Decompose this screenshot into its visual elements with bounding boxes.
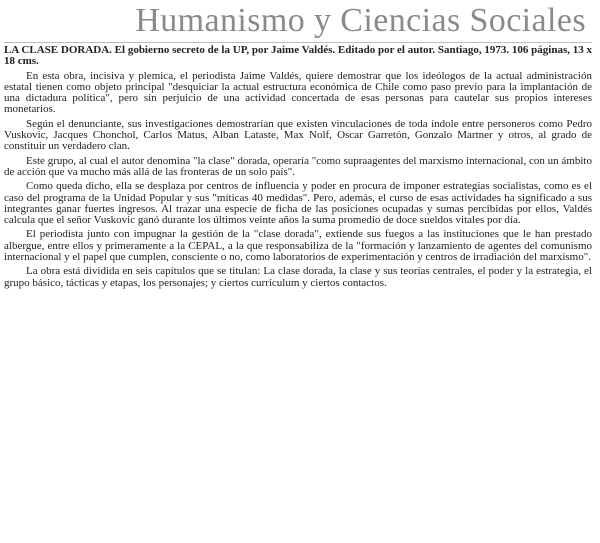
heading-divider <box>4 42 592 43</box>
section-heading: Humanismo y Ciencias Sociales <box>135 2 586 39</box>
review-paragraph-6: La obra está dividida en seis capítulos que se titulan: La clase dorada, la clase y sus teorías centrales, el poder y la estrategia, el grupo básico, tácticas y etapas, los personajes; y ciertos currículum y ciertos contactos. <box>4 265 592 289</box>
review-paragraph-2: Según el denunciante, sus investigaciones demostrarían que existen vinculaciones de toda índole entre personeros como Pedro Vuskovic, Jacques Chonchol, Carlos Matus, Alban Lataste, Max Nolf, Oscar Garretón, Gonzalo Martner y otros, al grado de constituir un verdadero clan. <box>4 117 592 153</box>
review-paragraph-1: En esta obra, incisiva y plemica, el periodista Jaime Valdés, quiere demostrar que los ideólogos de la actual administración estatal tienen como objeto principal "desquiciar la actual estructura económica de Chile como paso previo para la implantación de una dictadura política", pero sin perjuicio de una actividad concertada de esas personas para cautelar sus propios intereses monetarios. <box>4 69 592 116</box>
review-paragraph-3: Este grupo, al cual el autor denomina "la clase" dorada, operaría "como supraagentes del marxismo internacional, con un ámbito de acción que va mucho más allá de las fronteras de un solo país". <box>4 154 592 178</box>
review-paragraph-5: El periodista junto con impugnar la gestión de la "clase dorada", extiende sus fuegos a las instituciones que le han prestado albergue, entre ellos y primeramente a la CEPAL, a la que responsabiliza de la "formación y lanzamiento de agentes del comunismo internacional y el papel que cumplen, consciente o no, como laboratorios de experimentación y centros de irradiación del marxismo". <box>4 228 592 264</box>
book-review <box>4 45 592 289</box>
book-citation: LA CLASE DORADA. El gobierno secreto de la UP, por Jaime Valdés. Editado por el autor. Santiago, 1973. 106 páginas, 13 x 18 cms. <box>4 44 592 68</box>
review-paragraph-4: Como queda dicho, ella se desplaza por centros de influencia y poder en procura de imponer estrategias socialistas, como es el caso del programa de la Unidad Popular y sus "míticas 40 medidas". Pero, además, el curso de esas actividades ha significado a sus integrantes ganar fuertes ingresos. Al trazar una especie de ficha de las posiciones ocupadas y sumas percibidas por ellos, Valdés calcula que el señor Vuskovic ganó durante los últimos veinte años la suma promedio de doce sueldos vitales por día. <box>4 180 592 227</box>
